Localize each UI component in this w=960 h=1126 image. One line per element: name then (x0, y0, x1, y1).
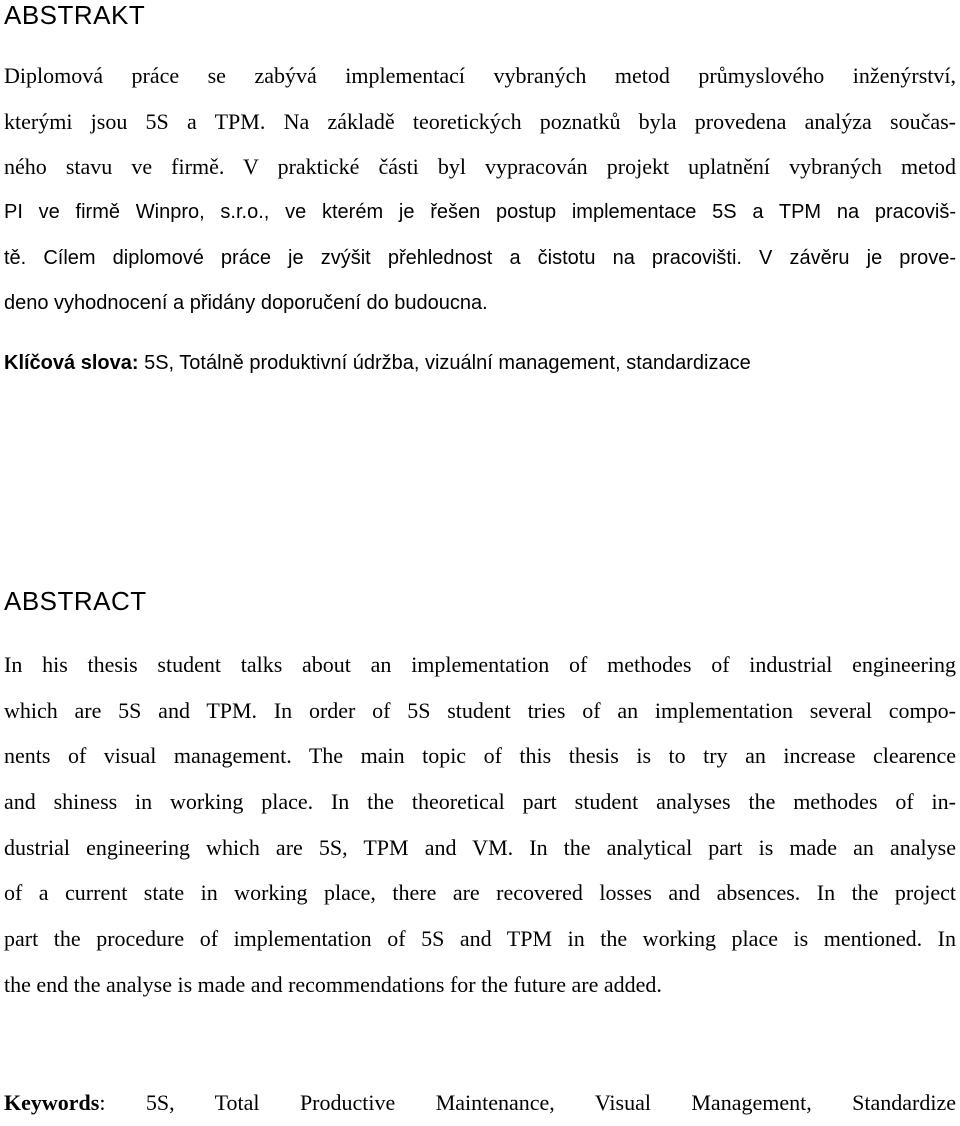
english-abstract-heading: ABSTRACT (4, 586, 147, 616)
english-abstract-line: which are 5S and TPM. In order of 5S student tries of an implementation several compo- (4, 697, 956, 723)
english-keywords-label: Keywords (4, 1090, 100, 1115)
czech-abstract-heading: ABSTRAKT (4, 0, 146, 30)
english-abstract-line: In his thesis student talks about an implementation of methodes of industrial engineering (4, 652, 956, 677)
czech-abstract-line: PI ve firmě Winpro, s.r.o., ve kterém je řešen postup implementace 5S a TPM na pracoviš- (4, 201, 956, 224)
czech-abstract-line: tě. Cílem diplomové práce je zvýšit přehlednost a čistotu na pracovišti. V závěru je prove- (4, 246, 956, 269)
english-abstract-body (4, 642, 956, 1008)
english-abstract-line: the end the analyse is made and recommendations for the future are added. (4, 971, 662, 997)
czech-abstract-line: deno vyhodnocení a přidány doporučení do budoucna. (4, 292, 488, 315)
english-abstract-line: nents of visual management. The main topic of this thesis is to try an increase clearence (4, 743, 956, 769)
english-abstract-line: and shiness in working place. In the theoretical part student analyses the methodes of in- (4, 789, 956, 815)
english-keywords-text: : 5S, Total Productive Maintenance, Visual Management, Standardize (99, 1090, 956, 1115)
czech-keywords-label: Klíčová slova: (4, 352, 139, 374)
czech-keywords-text: 5S, Totálně produktivní údržba, vizuální management, standardizace (138, 352, 751, 374)
english-abstract-line: dustrial engineering which are 5S, TPM and VM. In the analytical part is made an analyse (4, 834, 956, 860)
czech-abstract-line: Diplomová práce se zabývá implementací vybraných metod průmyslového inženýrství, (4, 63, 956, 88)
czech-keywords (4, 341, 956, 386)
english-abstract-line: part the procedure of implementation of 5S and TPM in the working place is mentioned. In (4, 926, 956, 952)
czech-abstract-line: ného stavu ve firmě. V praktické části byl vypracován projekt uplatnění vybraných metod (4, 154, 956, 180)
english-abstract-line: of a current state in working place, there are recovered losses and absences. In the project (4, 880, 956, 906)
czech-abstract-body (4, 53, 956, 327)
czech-abstract-line: kterými jsou 5S a TPM. Na základě teoretických poznatků byla provedena analýza součas- (4, 108, 956, 134)
